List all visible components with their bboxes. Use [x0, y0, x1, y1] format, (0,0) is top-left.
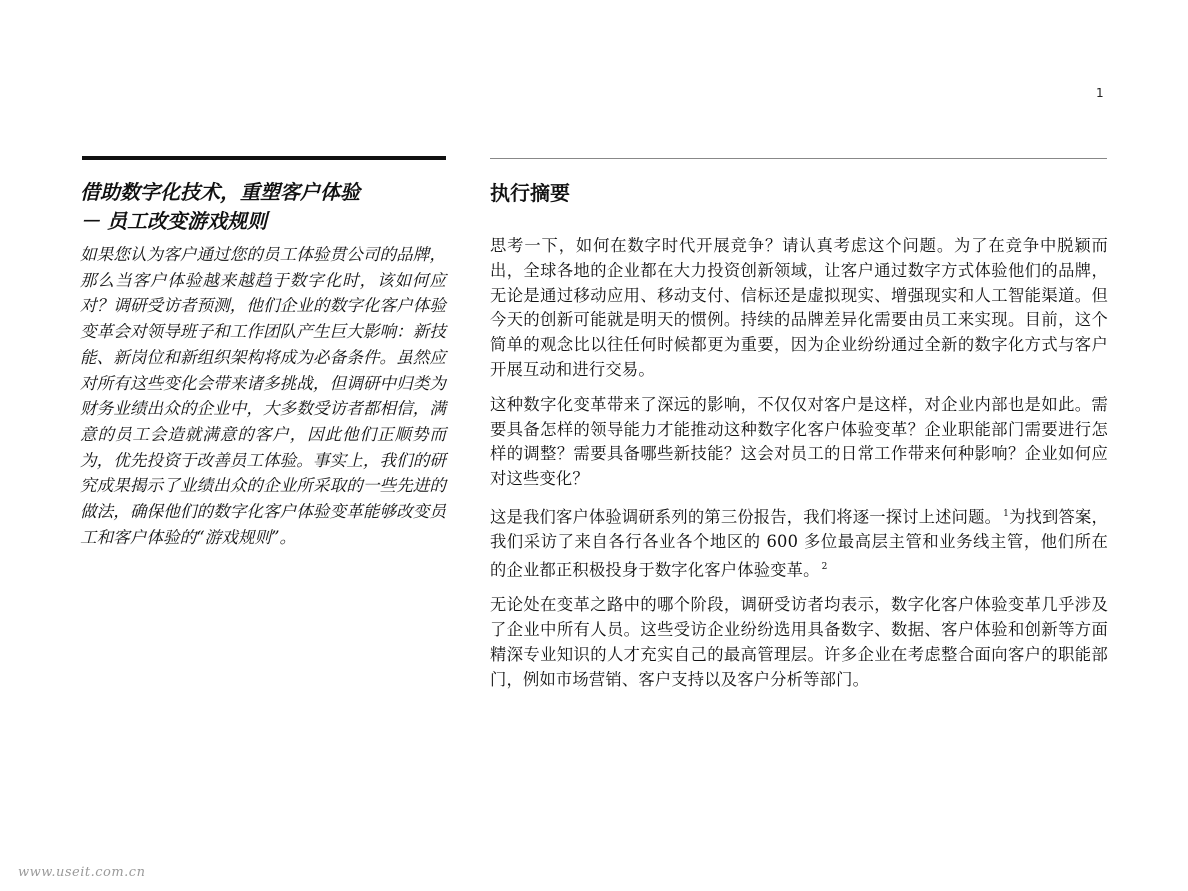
paragraph-3: [490, 502, 1108, 583]
page-number: 1: [1096, 86, 1104, 100]
paragraph-2: 这种数字化变革带来了深远的影响，不仅仅对客户是这样，对企业内部也是如此。需要具备怎样的领导能力才能推动这种数字化客户体验变革？企业职能部门需要进行怎样的调整？需要具备哪些新技能？这会对员工的日常工作带来何种影响？企业如何应对这些变化？: [490, 394, 1108, 489]
paragraph-4: 无论处在变革之路中的哪个阶段，调研受访者均表示，数字化客户体验变革几乎涉及了企业中所有人员。这些受访企业纷纷选用具备数字、数据、客户体验和创新等方面精深专业知识的人才充实自己的最高管理层。许多企业在考虑整合面向客户的职能部门，例如市场营销、客户支持以及客户分析等部门。: [490, 595, 1108, 689]
sidebar-title-line1: 借助数字化技术，重塑客户体验: [80, 180, 360, 204]
footnote-marker-1: 1: [1003, 508, 1010, 519]
section-title: 执行摘要: [490, 181, 570, 205]
paragraph-3-part1: 这是我们客户体验调研系列的第三份报告，我们将逐一探讨上述问题。: [490, 507, 1002, 527]
right-title-rule: [490, 158, 1107, 159]
watermark: www.useit.com.cn: [18, 865, 146, 880]
left-title-rule: [82, 156, 446, 160]
sidebar-body: 如果您认为客户通过您的员工体验贯公司的品牌，那么当客户体验越来越趋于数字化时，该如何应对？调研受访者预测，他们企业的数字化客户体验变革会对领导班子和工作团队产生巨大影响：新技能、新岗位和新组织架构将成为必备条件。虽然应对所有这些变化会带来诸多挑战，但调研中归类为财务业绩出众的企业中，大多数受访者都相信，满意的员工会造就满意的客户，因此他们正顺势而为，优先投资于改善员工体验。事实上，我们的研究成果揭示了业绩出众的企业所采取的一些先进的做法，确保他们的数字化客户体验变革能够改变员工和客户体验的“游戏规则”。: [80, 245, 446, 547]
sidebar-title: [80, 178, 446, 236]
main-content: [490, 178, 1108, 702]
footnote-marker-2: 2: [821, 561, 828, 572]
sidebar-summary: [80, 178, 446, 550]
sidebar-title-line2: － 员工改变游戏规则: [80, 209, 267, 233]
paragraph-1: 思考一下，如何在数字时代开展竞争？请认真考虑这个问题。为了在竞争中脱颖而出，全球各地的企业都在大力投资创新领域，让客户通过数字方式体验他们的品牌，无论是通过移动应用、移动支付、信标还是虚拟现实、增强现实和人工智能渠道。但今天的创新可能就是明天的惯例。持续的品牌差异化需要由员工来实现。目前，这个简单的观念比以往任何时候都更为重要，因为企业纷纷通过全新的数字化方式与客户开展互动和进行交易。: [490, 236, 1108, 379]
paragraph-3-part2: 为找到答案，我们采访了来自各行各业各个地区的 600 多位最高层主管和业务线主管，他们所在的企业都正积极投身于数字化客户体验变革。: [490, 507, 1108, 580]
